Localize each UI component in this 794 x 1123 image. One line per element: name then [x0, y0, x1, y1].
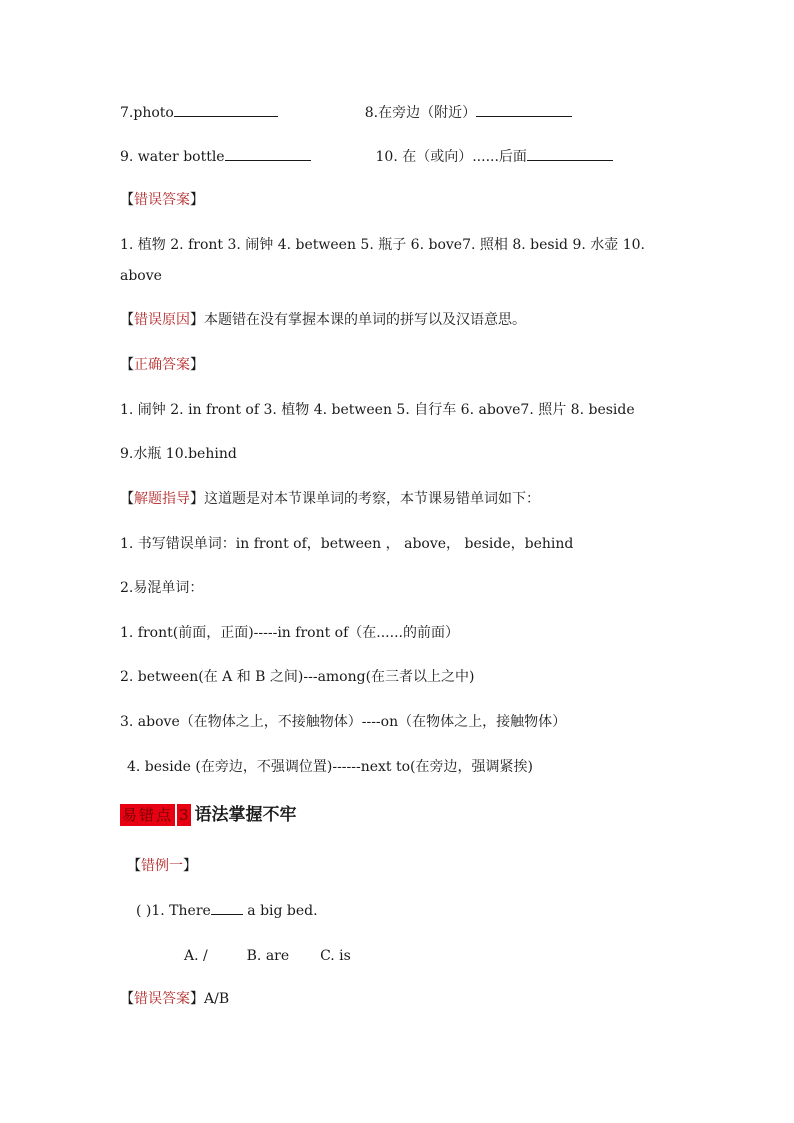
question-blank — [211, 900, 243, 915]
example-1-question — [136, 900, 318, 921]
example-1-wrong-label: 错误答案 — [134, 991, 190, 1007]
item-10-text: 10. 在（或向）......后面 — [375, 149, 527, 165]
point-tag: 易错点 — [122, 806, 174, 824]
point-title: 语法掌握不牢 — [194, 805, 297, 825]
question-text-a: 1. There — [151, 903, 211, 919]
option-b: B. are — [246, 948, 290, 964]
wrong-reason-label: 错误原因 — [134, 312, 190, 328]
example-1-options — [184, 946, 351, 966]
wrong-reason-text: 本题错在没有掌握本课的单词的拼写以及汉语意思。 — [204, 312, 526, 328]
question-text-b: a big bed. — [247, 903, 318, 919]
confusable-3: 3. above（在物体之上，不接触物体）----on（在物体之上，接触物体） — [120, 714, 567, 730]
option-c: C. is — [320, 948, 351, 964]
question-row-7-8 — [120, 102, 572, 123]
correct-answer-line-1: 1. 闹钟 2. in front of 3. 植物 4. between 5. 自行车 6. above7. 照片 8. beside — [120, 402, 635, 418]
item-8-text: 8.在旁边（附近） — [364, 105, 477, 121]
point-3-heading — [120, 803, 297, 828]
wrong-answer-line-2: above — [120, 268, 162, 284]
guide-label: 解题指导 — [134, 491, 190, 507]
question-row-9-10 — [120, 146, 613, 167]
item-10-blank — [527, 146, 613, 161]
option-a: A. / — [184, 948, 208, 964]
example-1-wrong-answer: 【错误答案】A/B — [120, 991, 230, 1007]
wrong-answer-heading: 【错误答案】 — [120, 192, 204, 208]
guide-point-2: 2.易混单词： — [120, 580, 204, 596]
guide-point-1: 1. 书写错误单词：in front of，between ， above， beside，behind — [120, 536, 574, 552]
guide-text: 这道题是对本节课单词的考察，本节课易错单词如下： — [204, 491, 540, 507]
confusable-4: 4. beside (在旁边，不强调位置)------next to(在旁边，强调紧挨) — [127, 759, 533, 775]
item-8-blank — [476, 102, 572, 117]
point-number: 3 — [179, 806, 189, 824]
example-1-label: 错例一 — [141, 858, 183, 874]
correct-answer-line-2: 9.水瓶 10.behind — [120, 446, 237, 462]
example-1-wrong-text: A/B — [204, 991, 230, 1007]
guide: 【解题指导】这道题是对本节课单词的考察，本节课易错单词如下： — [120, 491, 540, 507]
correct-answer-label: 正确答案 — [134, 357, 190, 373]
answer-paren: ( ) — [136, 903, 152, 919]
item-7-blank — [174, 102, 278, 117]
confusable-1: 1. front(前面，正面)-----in front of（在......的前面） — [120, 625, 459, 641]
wrong-reason: 【错误原因】本题错在没有掌握本课的单词的拼写以及汉语意思。 — [120, 312, 526, 328]
example-1-heading: 【错例一】 — [127, 858, 197, 874]
confusable-2: 2. between(在 A 和 B 之间)---among(在三者以上之中) — [120, 669, 475, 685]
wrong-answer-label: 错误答案 — [134, 192, 190, 208]
item-9-blank — [225, 146, 311, 161]
item-7-text: 7.photo — [120, 105, 174, 121]
correct-answer-heading: 【正确答案】 — [120, 357, 204, 373]
wrong-answer-line-1: 1. 植物 2. front 3. 闹钟 4. between 5. 瓶子 6. bove7. 照相 8. besid 9. 水壶 10. — [120, 237, 645, 253]
item-9-text: 9. water bottle — [120, 149, 225, 165]
